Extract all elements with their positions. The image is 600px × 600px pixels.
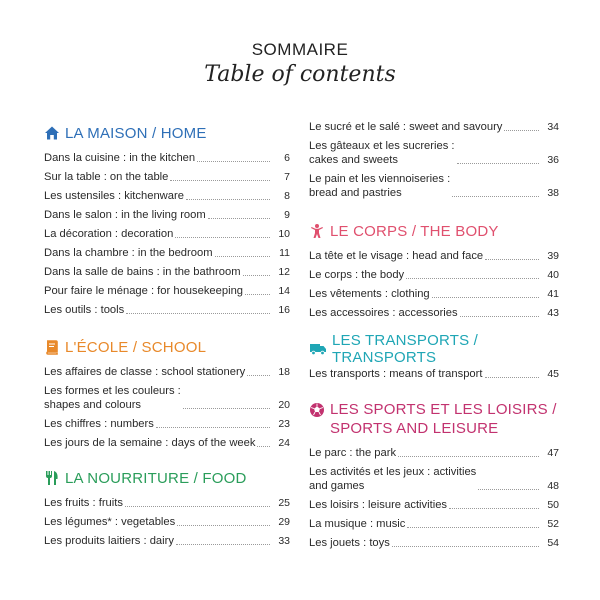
toc-entry[interactable]: Les jouets : toys 54 — [309, 537, 559, 549]
toc-entry[interactable]: Le parc : the park 47 — [309, 447, 559, 459]
toc-entry[interactable]: Dans la chambre : in the bedroom 11 — [44, 247, 290, 259]
section-title-transports: LES TRANSPORTS / TRANSPORTS — [309, 340, 559, 358]
toc-entry[interactable]: Les jours de la semaine : days of the week 24 — [44, 437, 290, 449]
book-icon — [44, 339, 60, 355]
toc-entry[interactable]: Les légumes* : vegetables 29 — [44, 516, 290, 528]
section-food-continued — [309, 115, 559, 200]
section-title-body: LE CORPS / THE BODY — [309, 222, 559, 240]
toc-entry[interactable]: Les ustensiles : kitchenware 8 — [44, 190, 290, 202]
toc-entry[interactable]: Le sucré et le salé : sweet and savoury 34 — [309, 121, 559, 133]
toc-entry[interactable]: La décoration : decoration 10 — [44, 228, 290, 240]
section-sports — [309, 400, 559, 550]
section-title-sports: LES SPORTS ET LES LOISIRS / SPORTS AND LEISURE — [309, 400, 559, 438]
toc-entry[interactable]: Dans le salon : in the living room 9 — [44, 209, 290, 221]
section-title-school: L'ÉCOLE / SCHOOL — [44, 338, 290, 356]
page-header — [0, 40, 600, 87]
toc-entry[interactable]: Les affaires de classe : school stationery 18 — [44, 366, 290, 378]
person-icon — [309, 223, 325, 239]
toc-entry[interactable]: Les vêtements : clothing 41 — [309, 288, 559, 300]
toc-entry[interactable]: Le pain et les viennoiseries : bread and pastries 38 — [309, 173, 559, 199]
fork-knife-icon — [44, 470, 60, 486]
page-title: SOMMAIRE — [251, 40, 349, 59]
toc-entry[interactable]: Les activités et les jeux : activities and games 48 — [309, 466, 559, 492]
section-food — [44, 469, 290, 548]
section-title-food: LA NOURRITURE / FOOD — [44, 469, 290, 487]
toc-entry[interactable]: La musique : music 52 — [309, 518, 559, 530]
section-body — [309, 222, 559, 320]
toc-entry[interactable]: Pour faire le ménage : for housekeeping 14 — [44, 285, 290, 297]
soccer-ball-icon — [309, 402, 325, 418]
truck-icon — [309, 341, 327, 357]
toc-entry[interactable]: Les formes et les couleurs : shapes and colours 20 — [44, 385, 290, 411]
toc-entry[interactable]: Dans la cuisine : in the kitchen 6 — [44, 152, 290, 164]
toc-entry[interactable]: Les chiffres : numbers 23 — [44, 418, 290, 430]
toc-entry[interactable]: Les gâteaux et les sucreries : cakes and sweets 36 — [309, 140, 559, 166]
toc-entry[interactable]: Les loisirs : leisure activities 50 — [309, 499, 559, 511]
section-title-home: LA MAISON / HOME — [44, 124, 290, 142]
page-subtitle: Table of contents — [204, 62, 396, 87]
toc-entry[interactable]: Les accessoires : accessories 43 — [309, 307, 559, 319]
toc-entry[interactable]: Les transports : means of transport 45 — [309, 368, 559, 380]
section-home — [44, 124, 290, 317]
toc-entry[interactable]: Sur la table : on the table 7 — [44, 171, 290, 183]
toc-entry[interactable]: Le corps : the body 40 — [309, 269, 559, 281]
toc-entry[interactable]: Les fruits : fruits 25 — [44, 497, 290, 509]
toc-entry[interactable]: Dans la salle de bains : in the bathroom 12 — [44, 266, 290, 278]
toc-entry[interactable]: La tête et le visage : head and face 39 — [309, 250, 559, 262]
section-school — [44, 338, 290, 450]
toc-entry[interactable]: Les produits laitiers : dairy 33 — [44, 535, 290, 547]
toc-entry[interactable]: Les outils : tools 16 — [44, 304, 290, 316]
house-icon — [44, 125, 60, 141]
section-transports — [309, 332, 559, 381]
